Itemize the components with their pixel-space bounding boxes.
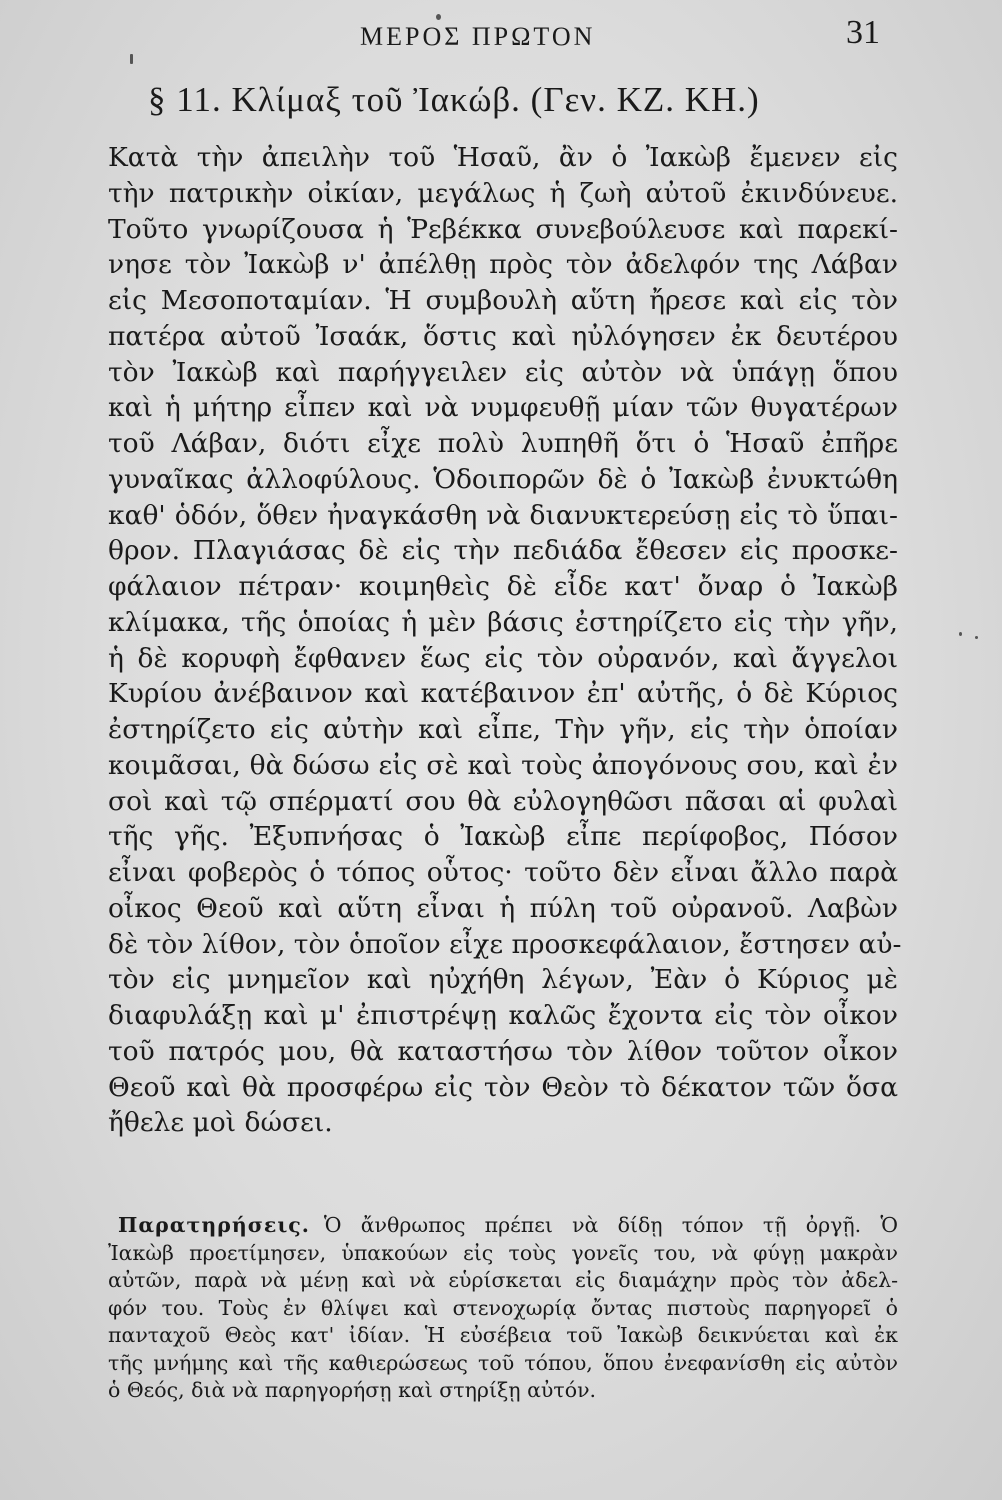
body-line: κοιμᾶσαι, θὰ δώσω εἰς σὲ καὶ τοὺς ἀπογόνους σου, καὶ ἐν [108, 749, 898, 781]
body-text [108, 140, 902, 1141]
body-line: τοῦ Λάβαν, διότι εἶχε πολὺ λυπηθῆ ὅτι ὁ Ἡσαῦ ἐπῆρε [108, 428, 898, 459]
body-line: φάλαιον πέτραν· κοιμηθεὶς δὲ εἶδε κατ' ὄναρ ὁ Ἰακὼβ [108, 571, 898, 602]
body-line: καὶ ἡ μήτηρ εἶπεν καὶ νὰ νυμφευθῇ μίαν τῶν θυγατέρων [108, 392, 898, 424]
body-line: σοὶ καὶ τῷ σπέρματί σου θὰ εὐλογηθῶσι πᾶσαι αἱ φυλαὶ [108, 785, 898, 817]
body-line: διαφυλάξῃ καὶ μ' ἐπιστρέψῃ καλῶς ἔχοντα εἰς τὸν οἶκον [108, 1000, 898, 1031]
notes-lines [108, 1240, 898, 1405]
body-line: εἶναι φοβερὸς ὁ τόπος οὗτος· τοῦτο δὲν εἶναι ἄλλο παρὰ [108, 857, 898, 888]
body-line: καθ' ὁδόν, ὅθεν ἠναγκάσθη νὰ διανυκτερεύσῃ εἰς τὸ ὕπαι- [108, 499, 898, 531]
body-line: τὴν πατρικὴν οἰκίαν, μεγάλως ἡ ζωὴ αὐτοῦ ἐκινδύνευε. [108, 177, 898, 209]
note-line: Ἰακὼβ προετίμησεν, ὑπακούων εἰς τοὺς γονεῖς του, νὰ φύγῃ μακρὰν [108, 1240, 898, 1265]
body-line: Τοῦτο γνωρίζουσα ἡ Ῥεβέκκα συνεβούλευσε καὶ παρεκί- [108, 213, 898, 245]
body-line: εἰς Μεσοποταμίαν. Ἡ συμβουλὴ αὕτη ἤρεσε καὶ εἰς τὸν [108, 285, 898, 316]
paper-speck [959, 632, 962, 636]
body-line: κλίμακα, τῆς ὁποίας ἡ μὲν βάσις ἐστηρίζετο εἰς τὴν γῆν, [108, 606, 898, 638]
body-line: θρον. Πλαγιάσας δὲ εἰς τὴν πεδιάδα ἔθεσεν εἰς προσκε- [108, 535, 898, 567]
body-line: νησε τὸν Ἰακὼβ ν' ἀπέλθῃ πρὸς τὸν ἀδελφόν της Λάβαν [108, 249, 898, 281]
body-line: ἤθελε μοὶ δώσει. [108, 1107, 333, 1139]
body-line: τὸν Ἰακὼβ καὶ παρήγγειλεν εἰς αὐτὸν νὰ ὑπάγῃ ὅπου [108, 356, 898, 388]
page-number: 31 [846, 14, 880, 51]
body-line: Κυρίου ἀνέβαινον καὶ κατέβαινον ἐπ' αὐτῆς, ὁ δὲ Κύριος [108, 678, 898, 710]
paper-speck [436, 14, 441, 20]
note-line: φόν του. Τοὺς ἐν θλίψει καὶ στενοχωρίᾳ ὄντας πιστοὺς παρηγορεῖ ὁ [108, 1295, 898, 1320]
notes-first-line [108, 1212, 898, 1240]
body-line: γυναῖκας ἀλλοφύλους. Ὁδοιπορῶν δὲ ὁ Ἰακὼβ ἐνυκτώθη [108, 463, 898, 495]
note-line: πανταχοῦ Θεὸς κατ' ἰδίαν. Ἡ εὐσέβεια τοῦ Ἰακὼβ δεικνύεται καὶ ἐκ [108, 1323, 898, 1347]
body-line: πατέρα αὐτοῦ Ἰσαάκ, ὅστις καὶ ηὐλόγησεν ἐκ δευτέρου [108, 320, 898, 352]
body-line: ἡ δὲ κορυφὴ ἔφθανεν ἕως εἰς τὸν οὐρανόν, καὶ ἄγγελοι [108, 642, 898, 674]
body-line: τῆς γῆς. Ἐξυπνήσας ὁ Ἰακὼβ εἶπε περίφοβος, Πόσον [108, 821, 898, 853]
note-line: αὐτῶν, παρὰ νὰ μένῃ καὶ νὰ εὑρίσκεται εἰς διαμάχην πρὸς τὸν ἀδελ- [108, 1268, 898, 1292]
body-line: τοῦ πατρός μου, θὰ καταστήσω τὸν λίθον τοῦτον οἶκον [108, 1035, 898, 1067]
body-line: οἶκος Θεοῦ καὶ αὕτη εἶναι ἡ πύλη τοῦ οὐρανοῦ. Λαβὼν [108, 892, 898, 924]
paper-speck [130, 54, 133, 64]
section-heading: § 11. Κλίμαξ τοῦ Ἰακώβ. (Γεν. ΚΖ. ΚΗ.) [148, 80, 760, 119]
body-line: Θεοῦ καὶ θὰ προσφέρω εἰς τὸν Θεὸν τὸ δέκατον τῶν ὅσα [108, 1071, 898, 1103]
notes-block [108, 1212, 898, 1405]
notes-first-line-text: Ὁ ἄνθρωπος πρέπει νὰ δίδῃ τόπον τῇ ὀργῇ. Ὁ [323, 1213, 898, 1237]
note-line: ὁ Θεός, διὰ νὰ παρηγορήσῃ καὶ στηρίξῃ αὐτόν. [108, 1378, 597, 1402]
body-line: τὸν εἰς μνημεῖον καὶ ηὐχήθη λέγων, Ἐὰν ὁ Κύριος μὲ [108, 964, 898, 996]
body-line: Κατὰ τὴν ἀπειλὴν τοῦ Ἡσαῦ, ἂν ὁ Ἰακὼβ ἔμενεν εἰς [108, 142, 898, 173]
body-line: δὲ τὸν λίθον, τὸν ὁποῖον εἶχε προσκεφάλαιον, ἔστησεν αὐ- [108, 928, 902, 960]
notes-label: Παρατηρήσεις. [118, 1213, 310, 1237]
paper-speck [975, 636, 978, 639]
running-head: ΜΕΡΟΣ ΠΡΩΤΟΝ [360, 22, 596, 51]
body-line: ἐστηρίζετο εἰς αὐτὴν καὶ εἶπε, Τὴν γῆν, εἰς τὴν ὁποίαν [108, 714, 898, 745]
note-line: τῆς μνήμης καὶ τῆς καθιερώσεως τοῦ τόπου, ὅπου ἐνεφανίσθη εἰς αὐτὸν [108, 1350, 898, 1375]
